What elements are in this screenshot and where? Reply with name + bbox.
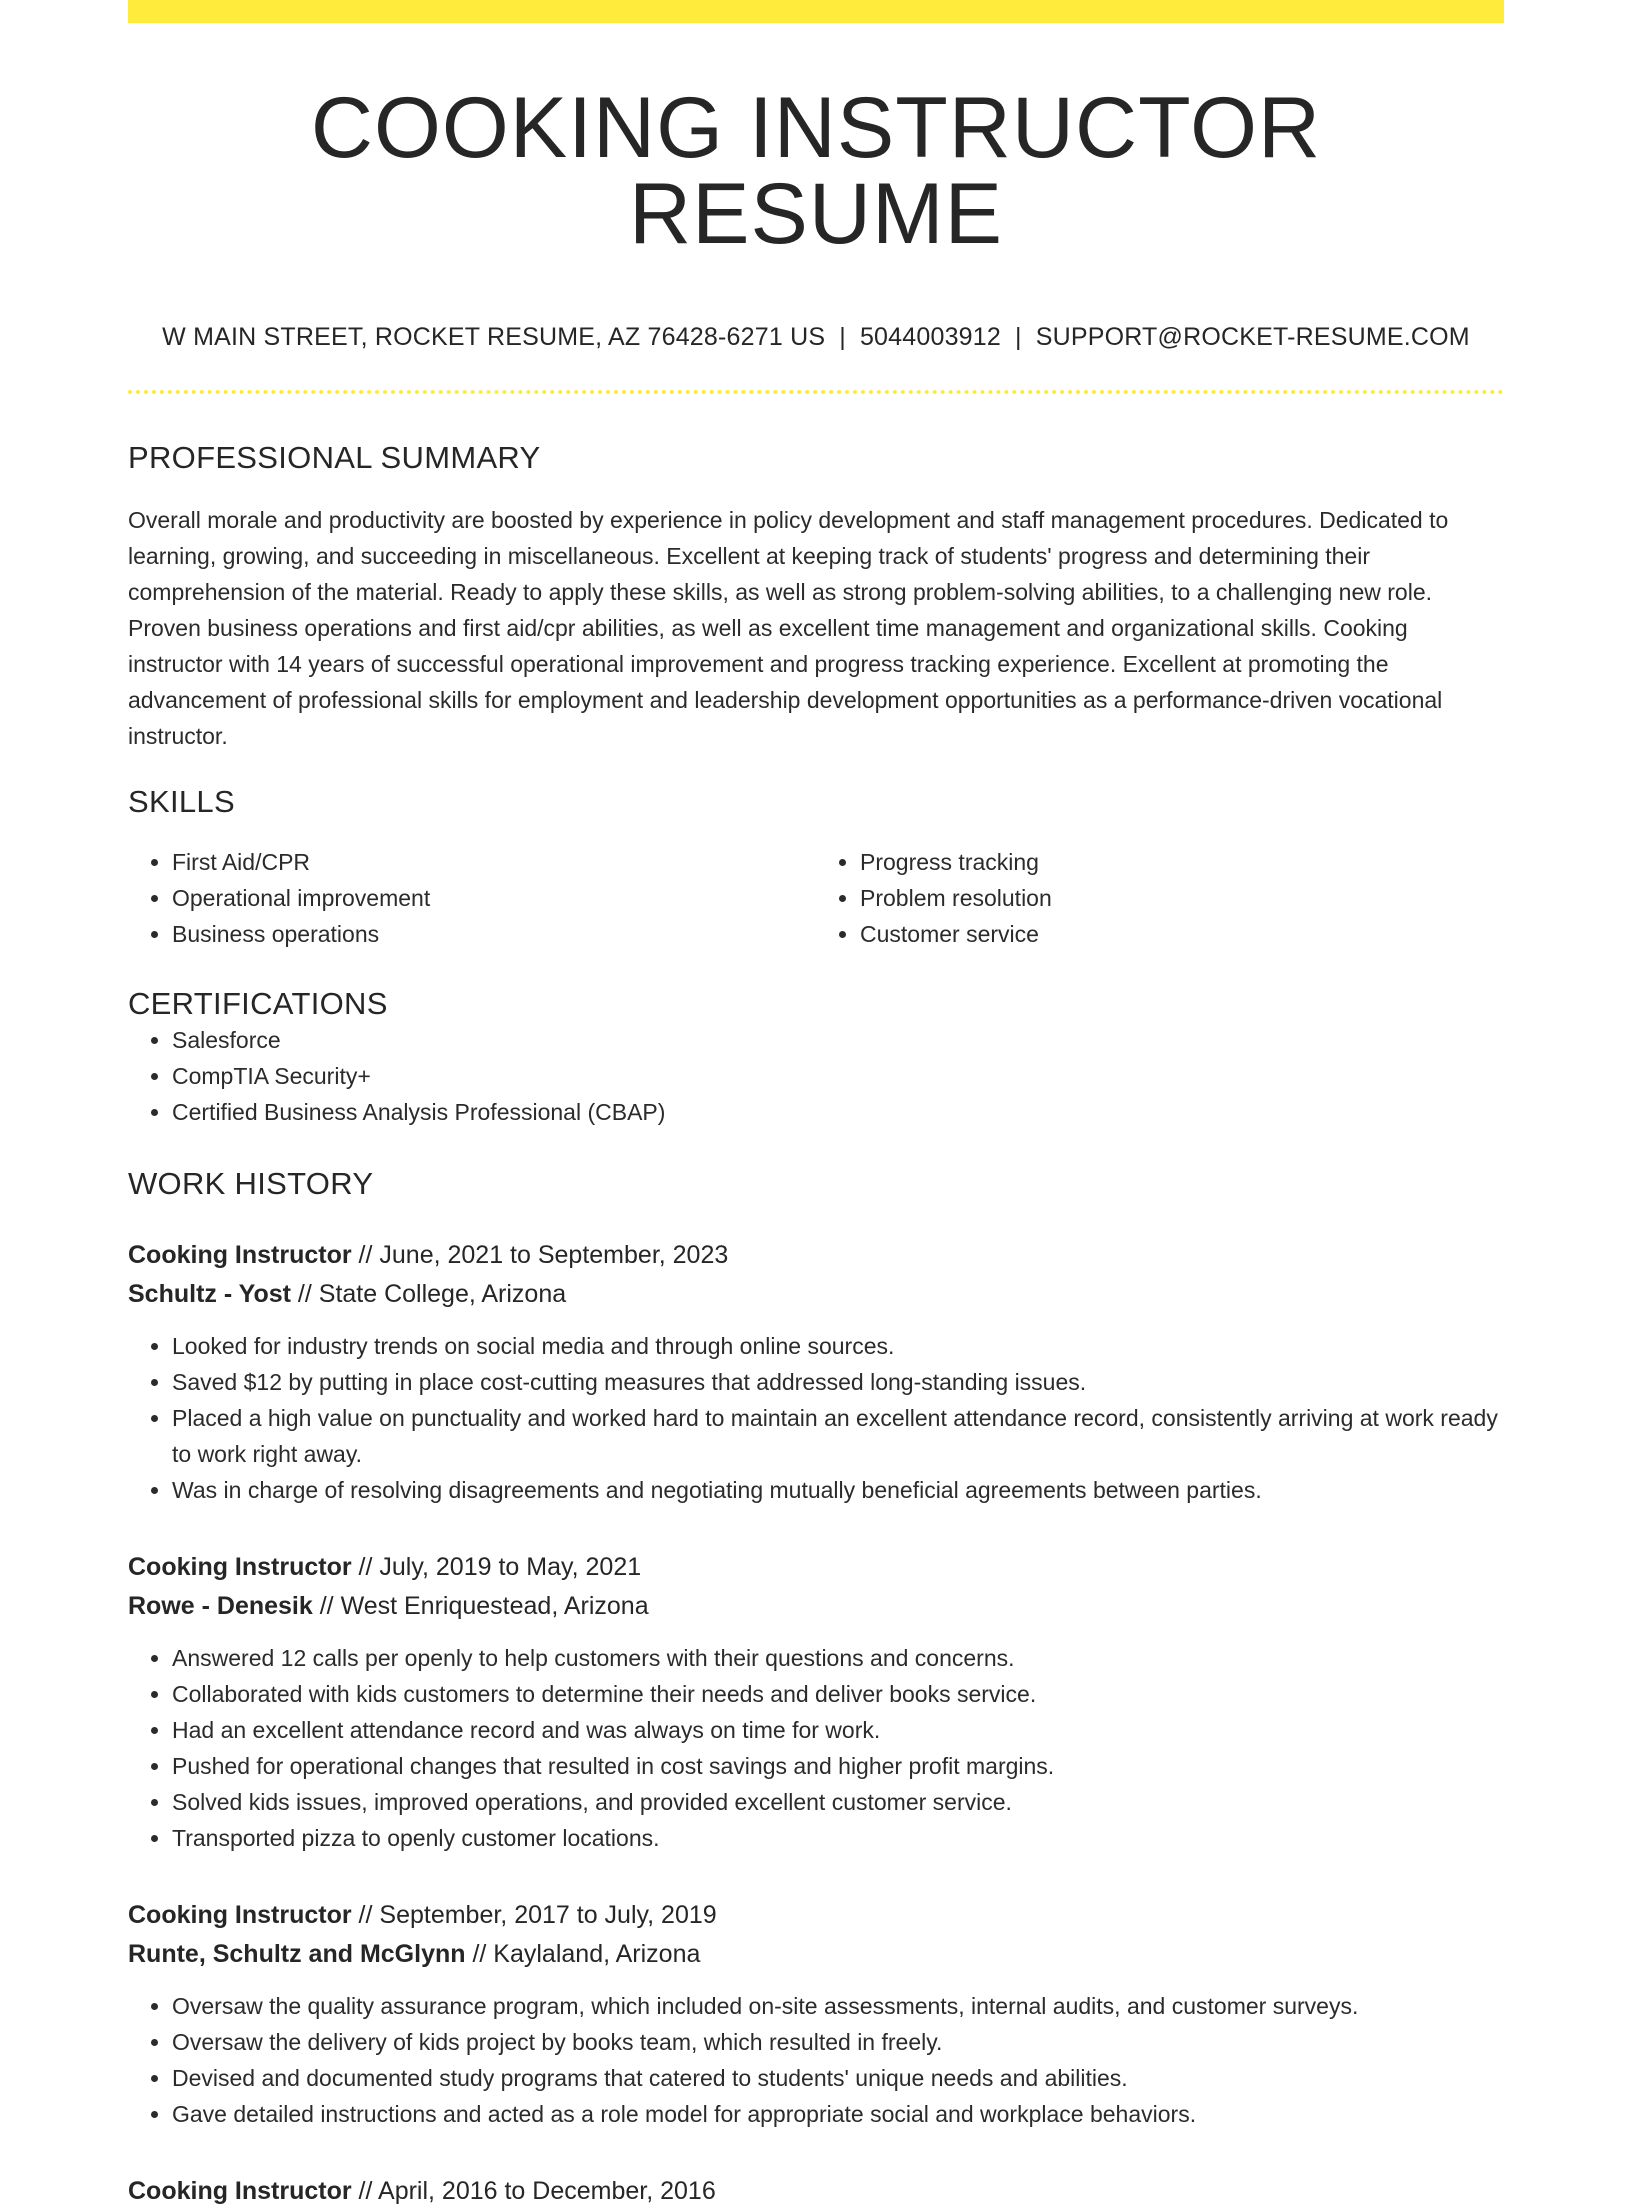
skill-item: • Customer service (860, 916, 1504, 952)
certifications-list (128, 1022, 1504, 1130)
job-bullets (128, 1328, 1504, 1508)
job-title-line (128, 1896, 1504, 1935)
job-bullet: • Devised and documented study programs that catered to students' unique needs and abilities. (172, 2060, 1504, 2096)
certifications-heading: CERTIFICATIONS (128, 986, 388, 1021)
contact-separator: | (1015, 323, 1022, 351)
job-bullet: • Placed a high value on punctuality and worked hard to maintain an excellent attendance record, consistently arriving at work ready to work right away. (172, 1400, 1504, 1472)
contact-email: SUPPORT@ROCKET-RESUME.COM (1035, 323, 1470, 351)
job-dates: // July, 2019 to May, 2021 (351, 1553, 642, 1581)
job-bullet: • Was in charge of resolving disagreements and negotiating mutually beneficial agreements between parties. (172, 1472, 1504, 1508)
job-bullets (128, 1640, 1504, 1856)
job-entry (128, 1236, 1504, 1508)
skills-heading: SKILLS (128, 784, 235, 819)
header-divider (128, 390, 1504, 394)
job-bullet: • Answered 12 calls per openly to help customers with their questions and concerns. (172, 1640, 1504, 1676)
job-title-line (128, 1548, 1504, 1587)
summary-text: Overall morale and productivity are boosted by experience in policy development and staff management procedures. Dedicated to learning, growing, and succeeding in miscellaneous. Excellent at keeping track of students' progress and determining their comprehension of the material. Ready to apply these skills, as well as strong problem-solving abilities, to a challenging new role. Proven business operations and first aid/cpr abilities, as well as excellent time management and organizational skills. Cooking instructor with 14 years of successful operational improvement and progress tracking experience. Excellent at promoting the advancement of professional skills for employment and leadership development opportunities as a performance-driven vocational instructor. (128, 507, 1449, 749)
certification-item: • Certified Business Analysis Professional (CBAP) (172, 1094, 1504, 1130)
job-title: Cooking Instructor (128, 1901, 352, 1929)
skill-item: • Problem resolution (860, 880, 1504, 916)
job-dates: // September, 2017 to July, 2019 (351, 1901, 717, 1929)
job-title: Cooking Instructor (128, 2177, 352, 2205)
job-title: Cooking Instructor (128, 1241, 352, 1269)
job-company-line (128, 1587, 1504, 1626)
job-company: Schultz - Yost (128, 1280, 291, 1308)
job-title: Cooking Instructor (128, 1553, 352, 1581)
job-title-line (128, 2172, 1504, 2211)
job-dates: // April, 2016 to December, 2016 (351, 2177, 716, 2205)
job-entry (128, 1548, 1504, 1856)
work-history-heading: WORK HISTORY (128, 1166, 374, 1201)
job-company-line (128, 1275, 1504, 1314)
job-dates: // June, 2021 to September, 2023 (351, 1241, 729, 1269)
job-bullet: • Oversaw the delivery of kids project by books team, which resulted in freely. (172, 2024, 1504, 2060)
job-bullet: • Saved $12 by putting in place cost-cutting measures that addressed long-standing issues. (172, 1364, 1504, 1400)
job-company: Rowe - Denesik (128, 1592, 313, 1620)
job-bullet: • Had an excellent attendance record and was always on time for work. (172, 1712, 1504, 1748)
job-entry (128, 1896, 1504, 2132)
job-bullet: • Collaborated with kids customers to determine their needs and deliver books service. (172, 1676, 1504, 1712)
skill-item: • Progress tracking (860, 844, 1504, 880)
job-bullet: • Oversaw the quality assurance program, which included on-site assessments, internal audits, and customer surveys. (172, 1988, 1504, 2024)
job-bullets (128, 1988, 1504, 2132)
accent-bar (128, 0, 1504, 23)
job-bullet: • Solved kids issues, improved operations, and provided excellent customer service. (172, 1784, 1504, 1820)
job-location: // West Enriquestead, Arizona (312, 1592, 649, 1620)
certification-item: • Salesforce (172, 1022, 1504, 1058)
skill-item: • Operational improvement (172, 880, 816, 916)
job-location: // State College, Arizona (290, 1280, 567, 1308)
certification-item: • CompTIA Security+ (172, 1058, 1504, 1094)
resume-page (128, 0, 1504, 2211)
contact-phone: 5044003912 (859, 323, 1001, 351)
job-bullet: • Transported pizza to openly customer locations. (172, 1820, 1504, 1856)
skills-list-right (816, 844, 1504, 952)
summary-heading: PROFESSIONAL SUMMARY (128, 440, 541, 475)
job-location: // Kaylaland, Arizona (465, 1940, 701, 1968)
contact-separator: | (839, 323, 846, 351)
contact-line (128, 323, 1504, 352)
resume-title: COOKING INSTRUCTOR RESUME (310, 80, 1322, 262)
job-title-line (128, 1236, 1504, 1275)
job-entry (128, 2172, 1504, 2211)
skills-grid (128, 844, 1504, 952)
job-bullet: • Gave detailed instructions and acted as a role model for appropriate social and workplace behaviors. (172, 2096, 1504, 2132)
job-company-line (128, 1935, 1504, 1974)
job-company: Runte, Schultz and McGlynn (128, 1940, 466, 1968)
job-bullet: • Pushed for operational changes that resulted in cost savings and higher profit margins. (172, 1748, 1504, 1784)
skill-item: • First Aid/CPR (172, 844, 816, 880)
skills-list-left (128, 844, 816, 952)
contact-address: W MAIN STREET, ROCKET RESUME, AZ 76428-6271 US (162, 323, 826, 351)
job-bullet: • Looked for industry trends on social media and through online sources. (172, 1328, 1504, 1364)
skill-item: • Business operations (172, 916, 816, 952)
